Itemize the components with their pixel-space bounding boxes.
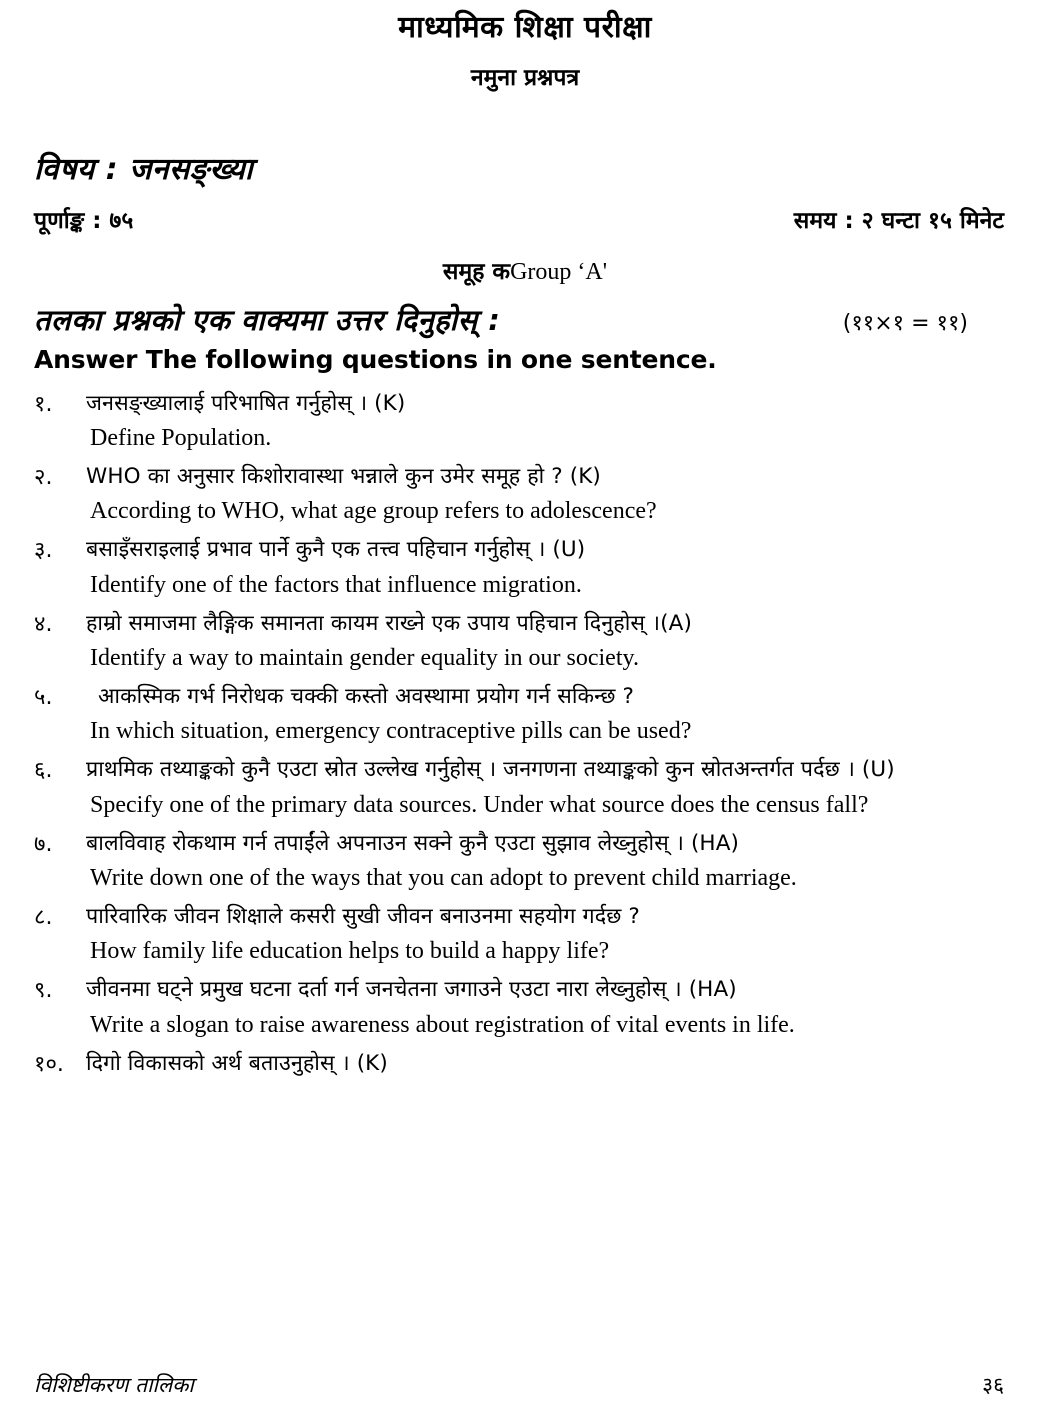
question-item <box>34 608 1016 675</box>
question-text-nepali: WHO का अनुसार किशोरावास्था भन्नाले कुन उमेर समूह हो ? (K) <box>86 464 601 490</box>
question-item <box>34 461 1016 528</box>
time-allowed-label: समय : २ घन्टा १५ मिनेट <box>793 207 1004 234</box>
question-text-nepali: जीवनमा घट्ने प्रमुख घटना दर्ता गर्न जनचेतना जगाउने एउटा नारा लेख्नुहोस् । (HA) <box>86 977 737 1003</box>
question-body <box>86 681 1016 748</box>
question-item <box>34 901 1016 968</box>
question-body <box>86 388 1016 455</box>
group-heading <box>34 257 1016 288</box>
question-text-english: In which situation, emergency contraceptive pills can be used? <box>90 718 692 745</box>
question-number: ३. <box>34 538 53 564</box>
question-text-nepali: प्राथमिक तथ्याङ्कको कुनै एउटा स्रोत उल्लेख गर्नुहोस् । जनगणना तथ्याङ्कको कुन स्रोतअन्तर्गत पर्दछ । (U) <box>86 757 895 783</box>
question-item <box>34 1048 1016 1081</box>
question-text-english: Write down one of the ways that you can adopt to prevent child marriage. <box>90 864 797 891</box>
question-number: १०. <box>34 1051 64 1077</box>
question-body <box>86 534 1016 601</box>
question-item <box>34 828 1016 895</box>
question-number: २. <box>34 465 53 491</box>
footer-caption: विशिष्टीकरण तालिका <box>34 1373 194 1397</box>
question-text-english: How family life education helps to build a happy life? <box>90 938 610 965</box>
question-text-nepali: बालविवाह रोकथाम गर्न तपाईंले अपनाउन सक्ने कुनै एउटा सुझाव लेख्नुहोस् । (HA) <box>86 830 739 856</box>
question-number: १. <box>34 391 53 417</box>
question-item <box>34 974 1016 1041</box>
question-body <box>86 974 1016 1041</box>
group-heading-nepali: समूह क <box>442 258 511 285</box>
question-body <box>86 754 1016 821</box>
page-title: माध्यमिक शिक्षा परीक्षा <box>398 10 652 45</box>
question-item <box>34 681 1016 748</box>
instruction-row <box>34 300 1016 339</box>
question-body <box>86 1048 1016 1080</box>
instruction-marks: (११×१ = ११) <box>842 310 968 336</box>
question-body <box>86 828 1016 895</box>
question-number: ७. <box>34 831 53 857</box>
question-number: ६. <box>34 758 53 784</box>
question-number: ८. <box>34 905 53 931</box>
question-number: ४. <box>34 611 53 637</box>
question-text-english: Identify a way to maintain gender equality in our society. <box>90 644 639 671</box>
question-text-nepali: आकस्मिक गर्भ निरोधक चक्की कस्तो अवस्थामा प्रयोग गर्न सकिन्छ ? <box>98 684 634 710</box>
question-text-nepali: पारिवारिक जीवन शिक्षाले कसरी सुखी जीवन बनाउनमा सहयोग गर्दछ ? <box>86 904 640 930</box>
question-text-english: Specify one of the primary data sources. Under what source does the census fall? <box>90 791 869 818</box>
question-body <box>86 461 1016 528</box>
question-text-english: Write a slogan to raise awareness about registration of vital events in life. <box>90 1011 795 1038</box>
page-subtitle: नमुना प्रश्नपत्र <box>470 64 580 91</box>
exam-meta-row <box>34 203 1016 235</box>
question-number: ९. <box>34 978 53 1004</box>
instruction-english: Answer The following questions in one sentence. <box>34 344 717 374</box>
question-text-nepali: जनसङ्ख्यालाई परिभाषित गर्नुहोस् । (K) <box>86 390 406 416</box>
question-text-english: Define Population. <box>90 424 272 451</box>
question-item <box>34 388 1016 455</box>
question-number: ५. <box>34 685 53 711</box>
group-heading-english: Group ‘A' <box>510 258 608 285</box>
subject-line: विषय : जनसङ्ख्या <box>34 151 254 187</box>
question-body <box>86 901 1016 968</box>
question-item <box>34 534 1016 601</box>
question-text-nepali: हाम्रो समाजमा लैङ्गिक समानता कायम राख्ने एक उपाय पहिचान दिनुहोस् ।(A) <box>86 610 692 636</box>
question-text-nepali: बसाइँसराइलाई प्रभाव पार्ने कुनै एक तत्त्व पहिचान गर्नुहोस् । (U) <box>86 537 586 563</box>
question-body <box>86 608 1016 675</box>
full-marks-label: पूर्णाङ्क : ७५ <box>34 207 134 234</box>
question-text-nepali: दिगो विकासको अर्थ बताउनुहोस् । (K) <box>86 1050 388 1076</box>
question-text-english: Identify one of the factors that influence migration. <box>90 571 582 598</box>
page-number: ३६ <box>982 1373 1004 1397</box>
page-footer <box>34 1371 1016 1399</box>
instruction-nepali: तलका प्रश्नको एक वाक्यमा उत्तर दिनुहोस् : <box>34 302 501 337</box>
question-item <box>34 754 1016 821</box>
question-list <box>34 388 1016 1081</box>
question-text-english: According to WHO, what age group refers to adolescence? <box>90 498 657 525</box>
